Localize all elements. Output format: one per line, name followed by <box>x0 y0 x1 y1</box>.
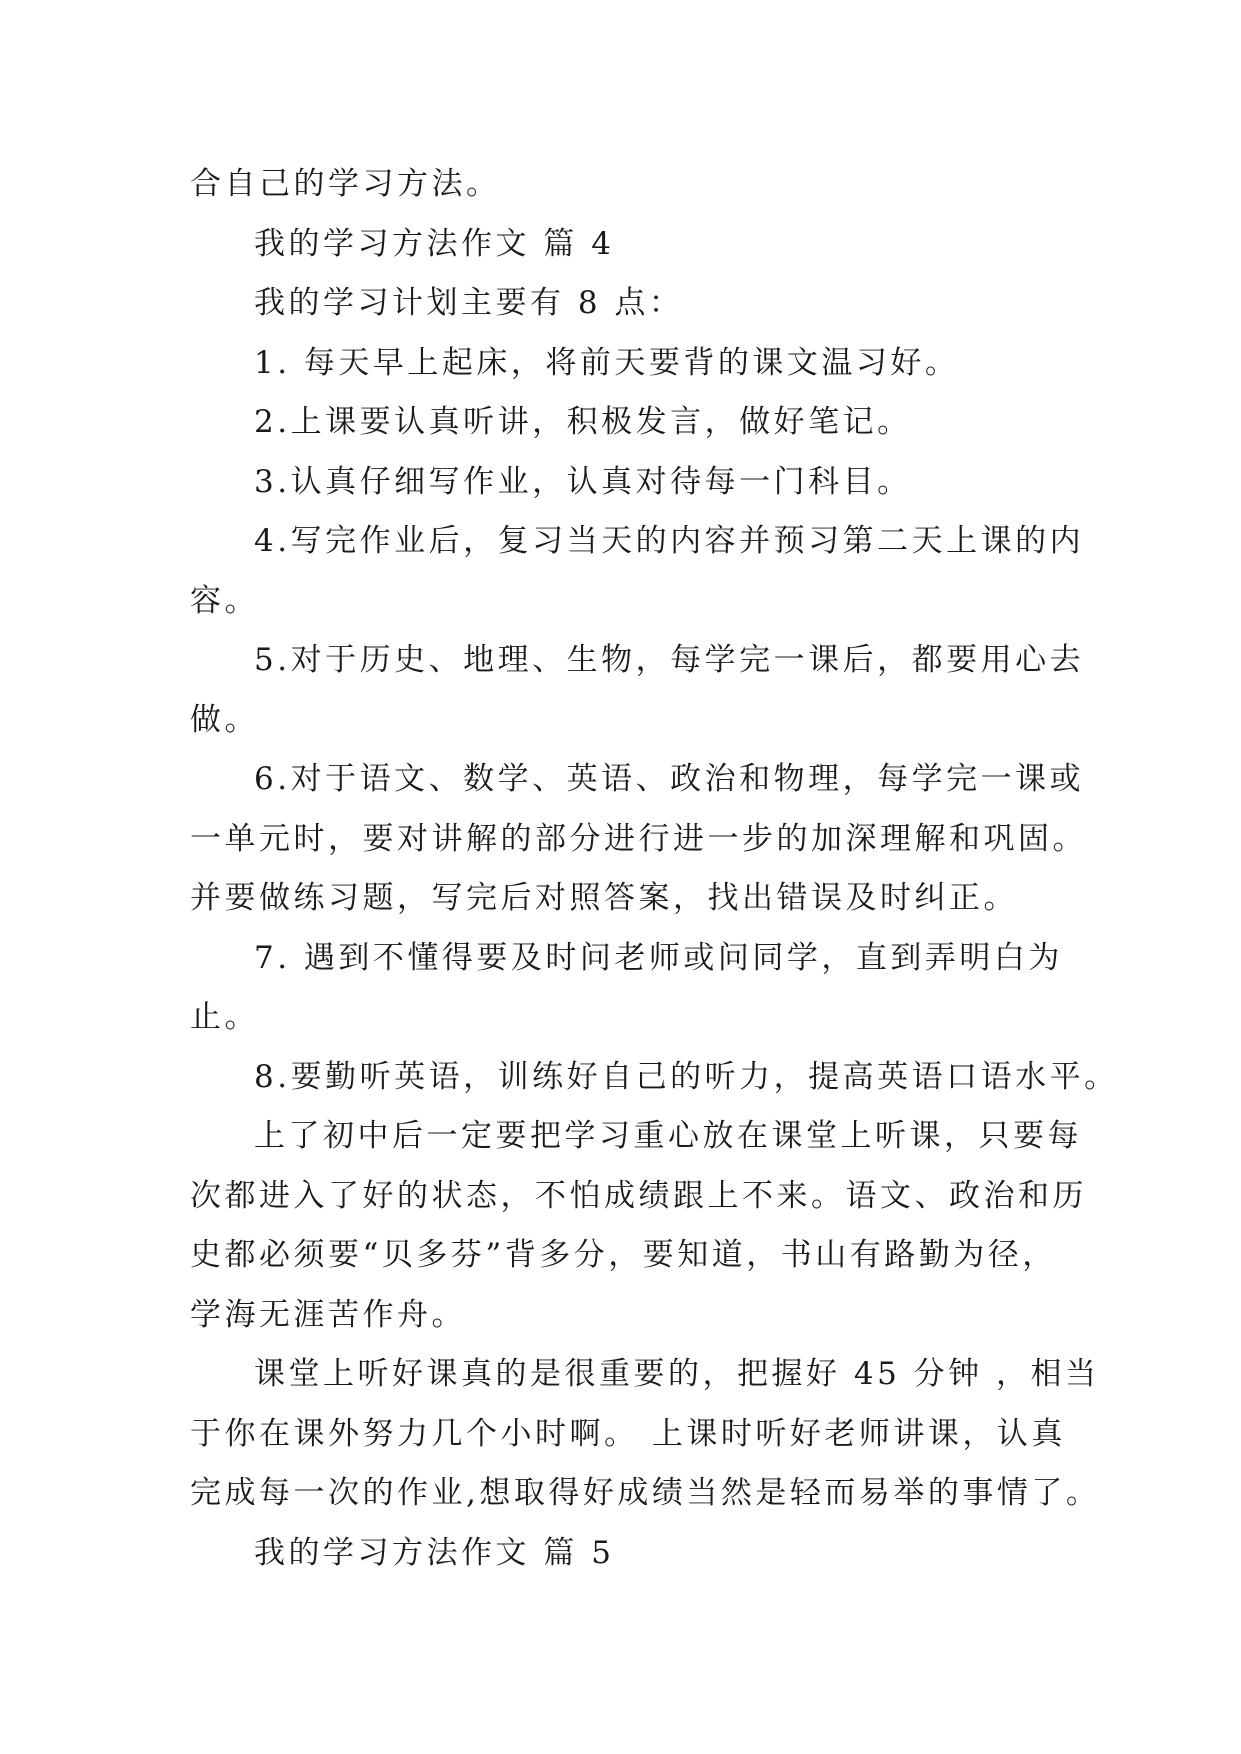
list-item: 8.要勤听英语，训练好自己的听力，提高英语口语水平。 <box>254 1058 1119 1095</box>
list-item: 2.上课要认真听讲，积极发言，做好笔记。 <box>254 404 912 440</box>
text-line: 做。 <box>190 701 259 738</box>
list-item: 7. 遇到不懂得要及时问老师或问同学，直到弄明白为 <box>254 939 1063 976</box>
section-heading: 我的学习方法作文 篇 5 <box>254 1534 615 1571</box>
paragraph-line: 学海无涯苦作舟。 <box>190 1296 466 1333</box>
text-line: 合自己的学习方法。 <box>190 166 501 202</box>
section-heading: 我的学习方法作文 篇 4 <box>254 225 615 262</box>
paragraph-line: 课堂上听好课真的是很重要的，把握好 45 分钟 ，相当 <box>254 1356 1100 1392</box>
paragraph-line: 于你在课外努力几个小时啊。 上课时听好老师讲课，认真 <box>190 1415 1066 1452</box>
text-line: 我的学习计划主要有 8 点： <box>254 285 684 321</box>
list-item: 1. 每天早上起床，将前天要背的课文温习好。 <box>254 344 960 381</box>
list-item: 6.对于语文、数学、英语、政治和物理，每学完一课或 <box>254 761 1085 797</box>
paragraph-line: 完成每一次的作业,想取得好成绩当然是轻而易举的事情了。 <box>190 1475 1101 1511</box>
text-line: 止。 <box>190 999 259 1035</box>
list-item: 4.写完作业后，复习当天的内容并预习第二天上课的内 <box>254 523 1085 559</box>
paragraph-line: 史都必须要“贝多芬”背多分，要知道，书山有路勤为径， <box>190 1237 1057 1273</box>
text-line: 容。 <box>190 582 259 619</box>
paragraph-line: 上了初中后一定要把学习重心放在课堂上听课，只要每 <box>254 1118 1082 1154</box>
list-item: 3.认真仔细写作业，认真对待每一门科目。 <box>254 463 912 500</box>
text-line: 并要做练习题，写完后对照答案，找出错误及时纠正。 <box>190 880 1018 916</box>
list-item: 5.对于历史、地理、生物，每学完一课后，都要用心去 <box>254 642 1085 678</box>
text-line: 一单元时，要对讲解的部分进行进一步的加深理解和巩固。 <box>190 820 1087 857</box>
paragraph-line: 次都进入了好的状态，不怕成绩跟上不来。语文、政治和历 <box>190 1177 1087 1214</box>
document-body <box>190 155 1119 1583</box>
